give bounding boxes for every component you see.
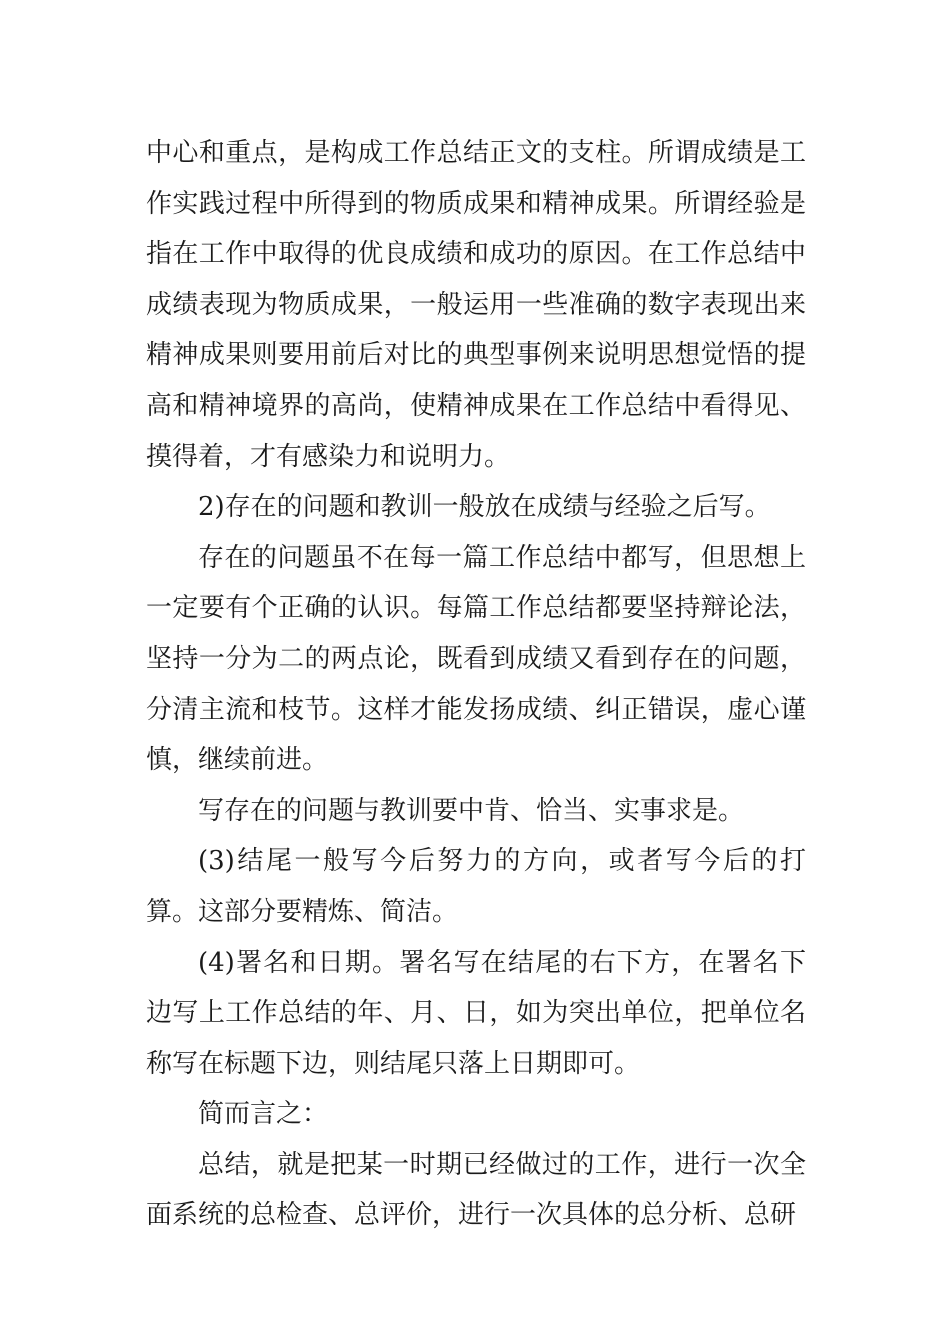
paragraph-problems-heading: 2)存在的问题和教训一般放在成绩与经验之后写。 bbox=[198, 492, 771, 523]
paragraph-signature-date: (4)署名和日期。署名写在结尾的右下方，在署名下边写上工作总结的年、月、日，如为突出单位，把单位名称写在标题下边，则结尾只落上日期即可。 bbox=[146, 947, 806, 1079]
document-body bbox=[146, 128, 806, 1241]
paragraph-achievements-continued: 中心和重点，是构成工作总结正文的支柱。所谓成绩是工作实践过程中所得到的物质成果和精神成果。所谓经验是指在工作中取得的优良成绩和成功的原因。在工作总结中成绩表现为物质成果，一般运用一些准确的数字表现出来精神成果则要用前后对比的典型事例来说明思想觉悟的提高和精神境界的高尚，使精神成果在工作总结中看得见、摸得着，才有感染力和说明力。 bbox=[146, 138, 806, 472]
paragraph-summary-definition: 总结，就是把某一时期已经做过的工作，进行一次全面系统的总检查、总评价，进行一次具体的总分析、总研 bbox=[146, 1149, 806, 1231]
paragraph-ending: (3)结尾一般写今后努力的方向，或者写今后的打算。这部分要精炼、简洁。 bbox=[146, 846, 806, 927]
paragraph-problems-body: 存在的问题虽不在每一篇工作总结中都写，但思想上一定要有个正确的认识。每篇工作总结都要坚持辩论法，坚持一分为二的两点论，既看到成绩又看到存在的问题，分清主流和枝节。这样才能发扬成绩、纠正错误，虚心谨慎，继续前进。 bbox=[146, 542, 806, 776]
paragraph-problems-note: 写存在的问题与教训要中肯、恰当、实事求是。 bbox=[198, 795, 745, 826]
paragraph-in-short: 简而言之： bbox=[198, 1099, 329, 1130]
